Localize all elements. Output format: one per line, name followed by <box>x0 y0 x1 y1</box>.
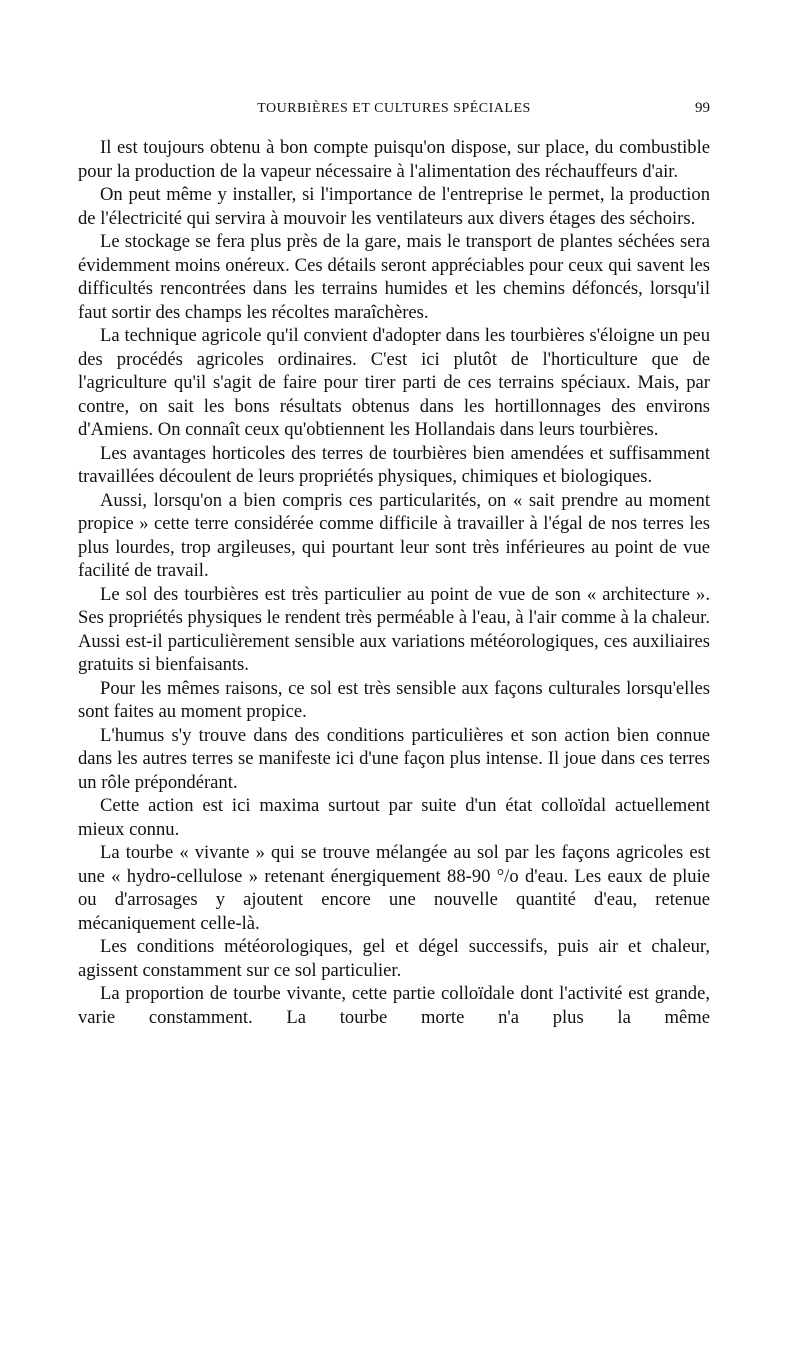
running-title: TOURBIÈRES ET CULTURES SPÉCIALES <box>257 101 531 116</box>
paragraph: Les conditions météorologiques, gel et dégel successifs, puis air et chaleur, agissent constamment sur ce sol particulier. <box>78 936 710 981</box>
paragraph: La technique agricole qu'il convient d'adopter dans les tourbières s'éloigne un peu des procédés agricoles ordinaires. C'est ici plutôt de l'horticulture que de l'agriculture qu'il s'agit de faire pour tirer parti de ces terrains spéciaux. Mais, par contre, on sait les bons résultats obtenus dans les hortillonnages des environs d'Amiens. On connaît ceux qu'obtiennent les Hollandais dans leurs tourbières. <box>78 325 710 440</box>
book-page <box>78 100 710 1029</box>
paragraph: L'humus s'y trouve dans des conditions particulières et son action bien connue dans les autres terres se manifeste ici d'une façon plus intense. Il joue dans ces terres un rôle prépondérant. <box>78 724 710 793</box>
paragraph-continued: La proportion de tourbe vivante, cette partie colloïdale dont l'activité est grande, varie constamment. La tourbe morte n'a plus la même <box>78 983 710 1028</box>
paragraph: Aussi, lorsqu'on a bien compris ces particularités, on « sait prendre au moment propice » cette terre considérée comme difficile à travailler à l'égal de nos terres les plus lourdes, trop argileuses, qui pourtant leur sont très inférieures au point de vue facilité de travail. <box>78 489 710 581</box>
body-text <box>78 136 710 1029</box>
paragraph: Le sol des tourbières est très particulier au point de vue de son « architecture ». Ses propriétés physiques le rendent très perméable à l'eau, à l'air comme à la chaleur. Aussi est-il particulièrement sensible aux variations météorologiques, ces auxiliaires gratuits si bienfaisants. <box>78 583 710 675</box>
paragraph: La tourbe « vivante » qui se trouve mélangée au sol par les façons agricoles est une « hydro-cellulose » retenant énergiquement 88-90 °/o d'eau. Les eaux de pluie ou d'arrosages y ajoutent encore une nouvelle quantité d'eau, retenue mécaniquement celle-là. <box>78 842 710 934</box>
paragraph: On peut même y installer, si l'importance de l'entreprise le permet, la production de l'électricité qui servira à mouvoir les ventilateurs aux divers étages des séchoirs. <box>78 184 710 229</box>
paragraph: Pour les mêmes raisons, ce sol est très sensible aux façons culturales lorsqu'elles sont faites au moment propice. <box>78 677 710 722</box>
page-number: 99 <box>695 100 710 116</box>
paragraph: Les avantages horticoles des terres de tourbières bien amendées et suffisamment travaillées découlent de leurs propriétés physiques, chimiques et biologiques. <box>78 442 710 487</box>
paragraph: Le stockage se fera plus près de la gare, mais le transport de plantes séchées sera évidemment moins onéreux. Ces détails seront appréciables pour ceux qui savent les difficultés rencontrées dans les terrains humides et les chemins défoncés, lorsqu'il faut sortir des champs les récoltes maraîchères. <box>78 231 710 323</box>
running-header <box>78 100 710 126</box>
paragraph: Il est toujours obtenu à bon compte puisqu'on dispose, sur place, du combustible pour la production de la vapeur nécessaire à l'alimentation des réchauffeurs d'air. <box>78 137 710 182</box>
paragraph: Cette action est ici maxima surtout par suite d'un état colloïdal actuellement mieux connu. <box>78 795 710 840</box>
